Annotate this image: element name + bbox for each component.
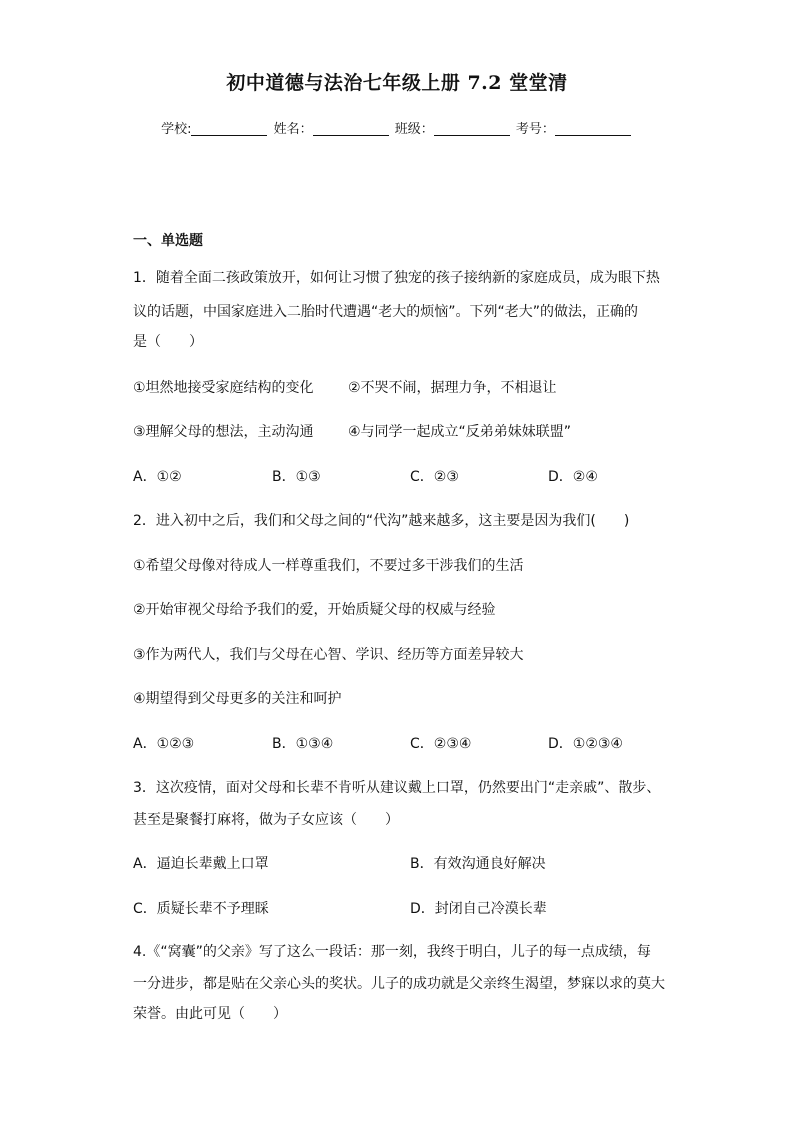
q3-option-d[interactable]: D．封闭自己冷漠长辈 bbox=[410, 901, 547, 917]
q1-statement-3: ③理解父母的想法，主动沟通 bbox=[133, 424, 314, 440]
q1-statement-1: ①坦然地接受家庭结构的变化 bbox=[133, 380, 314, 396]
exam-number-blank[interactable] bbox=[555, 121, 631, 136]
q4-line-2: 一分进步，都是贴在父亲心头的奖状。儿子的成功就是父亲终生渴望，梦寐以求的莫大 bbox=[133, 976, 665, 992]
q3-line-1: 3．这次疫情，面对父母和长辈不肯听从建议戴上口罩，仍然要出门“走亲戚”、散步、 bbox=[133, 780, 661, 796]
school-blank[interactable] bbox=[191, 121, 267, 136]
q2-option-d[interactable]: D．①②③④ bbox=[548, 736, 623, 752]
q4-line-3: 荣誉。由此可见（ ） bbox=[133, 1006, 287, 1022]
q2-statement-1: ①希望父母像对待成人一样尊重我们，不要过多干涉我们的生活 bbox=[133, 558, 524, 574]
q3-line-2: 甚至是聚餐打麻将，做为子女应该（ ） bbox=[133, 812, 399, 828]
q2-statement-3: ③作为两代人，我们与父母在心智、学识、经历等方面差异较大 bbox=[133, 647, 524, 663]
name-label: 姓名： bbox=[273, 122, 313, 137]
class-blank[interactable] bbox=[434, 121, 510, 136]
q1-option-d[interactable]: D．②④ bbox=[548, 469, 598, 485]
q1-statement-2: ②不哭不闹，据理力争，不相退让 bbox=[348, 380, 557, 396]
q1-option-b[interactable]: B．①③ bbox=[272, 469, 321, 485]
student-info-row bbox=[0, 118, 794, 137]
q2-option-b[interactable]: B．①③④ bbox=[272, 736, 334, 752]
q2-stem: 2．进入初中之后，我们和父母之间的“代沟”越来越多，这主要是因为我们( ) bbox=[133, 513, 630, 529]
q2-option-a[interactable]: A．①②③ bbox=[133, 736, 195, 752]
q1-line-2: 议的话题，中国家庭进入二胎时代遭遇“老大的烦恼”。下列“老大”的做法，正确的 bbox=[133, 304, 639, 320]
q1-statement-4: ④与同学一起成立“反弟弟妹妹联盟” bbox=[348, 424, 572, 440]
q3-option-a[interactable]: A．逼迫长辈戴上口罩 bbox=[133, 856, 269, 872]
section-title: 一、单选题 bbox=[133, 233, 203, 249]
q2-statement-4: ④期望得到父母更多的关注和呵护 bbox=[133, 691, 342, 707]
class-label: 班级： bbox=[394, 122, 434, 137]
school-label: 学校: bbox=[161, 122, 192, 137]
exam-number-label: 考号： bbox=[515, 122, 555, 137]
q1-line-3: 是（ ） bbox=[133, 334, 203, 350]
q1-option-a[interactable]: A．①② bbox=[133, 469, 182, 485]
q2-statement-2: ②开始审视父母给予我们的爱，开始质疑父母的权威与经验 bbox=[133, 602, 496, 618]
q1-line-1: 1．随着全面二孩政策放开，如何让习惯了独宠的孩子接纳新的家庭成员，成为眼下热 bbox=[133, 270, 660, 286]
name-blank[interactable] bbox=[313, 121, 389, 136]
page-title: 初中道德与法治七年级上册 7.2 堂堂清 bbox=[226, 72, 568, 94]
q3-option-c[interactable]: C．质疑长辈不予理睬 bbox=[133, 901, 269, 917]
q4-line-1: 4.《“窝囊”的父亲》写了这么一段话：那一刻，我终于明白，儿子的每一点成绩，每 bbox=[133, 944, 651, 960]
q3-option-b[interactable]: B．有效沟通良好解决 bbox=[410, 856, 546, 872]
q2-option-c[interactable]: C．②③④ bbox=[410, 736, 472, 752]
q1-option-c[interactable]: C．②③ bbox=[410, 469, 459, 485]
